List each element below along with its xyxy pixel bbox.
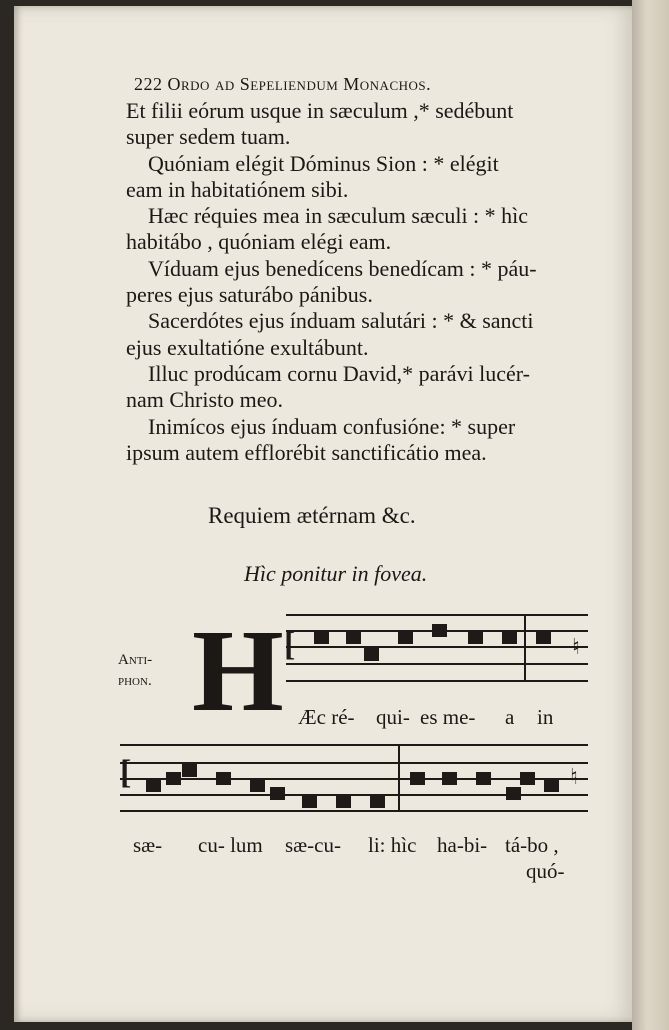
note	[336, 795, 351, 808]
running-head: 222 Ordo ad Sepeliendum Monachos.	[134, 74, 432, 94]
note	[432, 624, 447, 637]
note	[536, 631, 551, 644]
verse-line: peres ejus saturábo pánibus.	[126, 282, 373, 308]
page-edge	[632, 0, 669, 1030]
note	[506, 787, 521, 800]
note	[520, 772, 535, 785]
verse-line: Et filii eórum usque in sæculum ,* sedébunt	[126, 98, 514, 123]
staff-line	[286, 663, 588, 665]
verse-6	[126, 361, 596, 414]
music-staff-2	[120, 744, 588, 814]
note	[166, 772, 181, 785]
note	[314, 631, 329, 644]
note	[476, 772, 491, 785]
lyric-syllable: in	[537, 705, 554, 729]
note	[146, 779, 161, 792]
lyric-syllable: sæ-cu-	[285, 833, 341, 857]
requiem-line: Requiem ætérnam &c.	[208, 503, 416, 528]
custos-mark: ♮	[572, 634, 580, 659]
verse-1	[126, 98, 596, 151]
verse-line: Inimícos ejus índuam confusióne: * super	[148, 413, 516, 439]
lyric-syllable: li: hìc	[368, 833, 417, 857]
verse-line: super sedem tuam.	[126, 124, 291, 150]
lyric-syllable: Æc ré-	[298, 705, 355, 729]
staff-line	[286, 614, 588, 616]
note	[442, 772, 457, 785]
psalm-verses	[126, 98, 596, 466]
antiphon-label	[118, 650, 152, 692]
note	[370, 795, 385, 808]
note	[398, 631, 413, 644]
lyric-syllable: cu- lum	[198, 833, 263, 857]
c-clef: [	[284, 626, 296, 663]
note	[302, 795, 317, 808]
music-staff-1	[286, 614, 588, 686]
note	[364, 648, 379, 661]
lyric-syllable: qui-	[376, 705, 410, 729]
verse-line: Hæc réquies mea in sæculum sæculi : * hìc	[148, 203, 529, 229]
verse-line: nam Christo meo.	[126, 387, 284, 413]
lyric-syllable: ha-bi-	[437, 833, 488, 857]
catchword: quó-	[526, 859, 565, 883]
custos-mark: ♮	[570, 764, 578, 789]
verse-3	[126, 203, 596, 256]
bar-line	[398, 744, 400, 812]
staff-line	[286, 680, 588, 682]
verse-line: Víduam ejus benedícens benedícam : * páu-	[148, 255, 537, 281]
note	[250, 779, 265, 792]
note	[182, 764, 197, 777]
lyric-syllable: tá-bo ,	[505, 833, 559, 857]
verse-line: ejus exultatióne exultábunt.	[126, 334, 369, 360]
verse-line: Sacerdótes ejus índuam salutári : * & sancti	[148, 308, 534, 334]
note	[544, 779, 559, 792]
staff-line	[120, 810, 588, 812]
note	[346, 631, 361, 644]
verse-4	[126, 256, 596, 309]
note	[270, 787, 285, 800]
staff-line	[120, 778, 588, 780]
verse-line: Illuc prodúcam cornu David,* parávi lucér-	[148, 360, 530, 386]
note	[468, 631, 483, 644]
lyric-syllable: es me-	[420, 705, 476, 729]
initial-letter: H	[192, 605, 284, 736]
verse-7	[126, 414, 596, 467]
staff-line	[120, 744, 588, 746]
verse-2	[126, 151, 596, 204]
verse-line: Quóniam elégit Dóminus Sion : * elégit	[148, 150, 499, 176]
verse-line: habitábo , quóniam elégi eam.	[126, 229, 392, 255]
verse-5	[126, 308, 596, 361]
rubric: Hìc ponitur in fovea.	[244, 561, 428, 586]
bar-line	[524, 614, 526, 682]
staff-line	[286, 646, 588, 648]
antiphon-label-part: Anti-	[118, 652, 153, 668]
lyric-syllable: sæ-	[133, 833, 163, 857]
verse-line: ipsum autem efflorébit sanctificátio mea.	[126, 439, 487, 465]
c-clef: [	[120, 754, 132, 791]
lyric-syllable: a	[505, 705, 515, 729]
antiphon-label-part: phon.	[118, 673, 152, 689]
verse-line: eam in habitatiónem sibi.	[126, 176, 349, 202]
note	[410, 772, 425, 785]
note	[502, 631, 517, 644]
note	[216, 772, 231, 785]
